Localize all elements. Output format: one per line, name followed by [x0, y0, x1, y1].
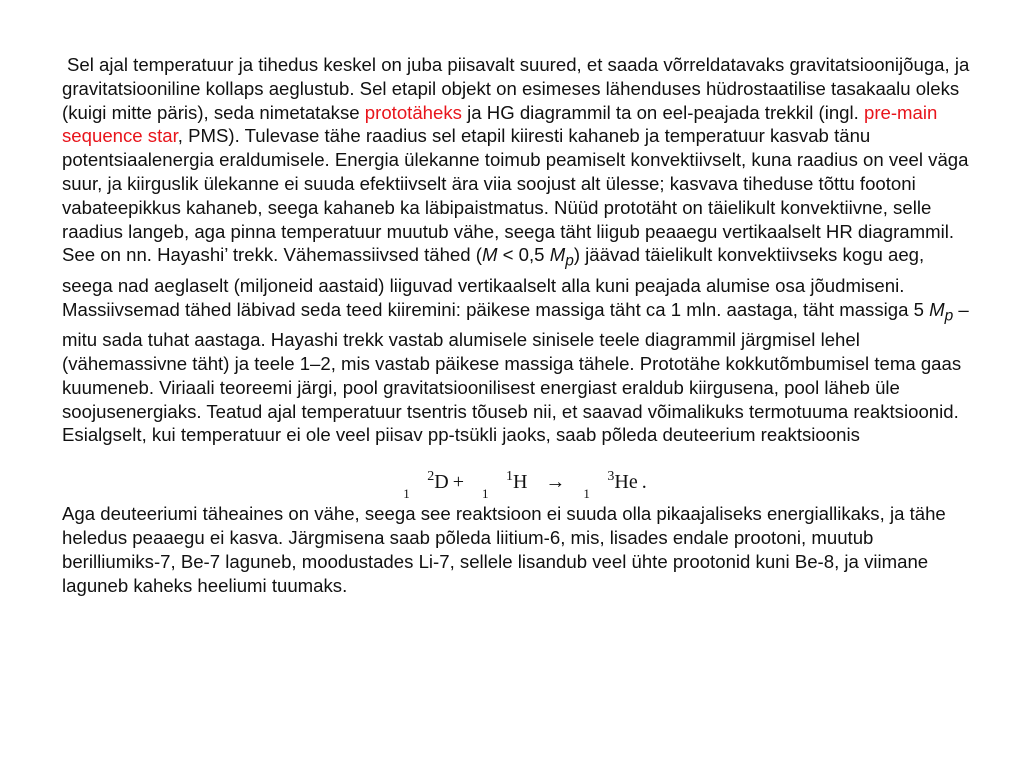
text-run: ) jäävad täielikult konvektiivseks kogu aeg, seega nad aeglaselt (miljoneid aastaid) liiguvad vertikaalselt alla kuni peajada alumise osa jõudmiseni. Massiivsemad tähed läbivad seda teed kiiremini: päikese massiga täht ca 1 mln. aastaga, täht massiga 5 — [62, 244, 930, 320]
atomic-number: 1 — [481, 486, 489, 502]
mass-symbol: M — [481, 244, 498, 266]
term-protostar: prototäheks — [364, 101, 462, 123]
element-symbol: D — [434, 471, 449, 494]
element-symbol: H — [512, 471, 528, 494]
deuterium-nuclide — [403, 467, 449, 502]
deuterium-reaction-equation — [62, 467, 972, 502]
text-run: ja HG diagrammil ta on eel-peajada trekkil (ingl. — [461, 101, 864, 123]
solar-mass-symbol: M — [929, 298, 945, 320]
term-pre-main-sequence: pre-main sequence star — [62, 101, 938, 147]
reaction-arrow: → — [545, 471, 566, 494]
text-run: – mitu sada tuhat aastaga. Hayashi trekk vastab alumisele sinisele teele diagrammil järgmisel lehel (vähemassivne täht) ja teele 1–2, mis vastab päikese massiga tähele. Prototähe kokkutõmbumisel tema gaas kuumeneb. Viriaali teoreemi järgi, pool gravitatsioonilisest energiast eraldub kiirgusena, pool läheb üle soojusenergiaks. Teatud ajal temperatuur tsentris tõuseb nii, et saavad võimalikuks termotuuma reaktsioonid. Esialgselt, kui temperatuur ei ole veel piisav pp-tsükli jaoks, saab põleda deuteerium reaktsioonis — [62, 298, 969, 446]
period: . — [641, 471, 647, 494]
solar-mass-symbol: M — [549, 244, 566, 266]
text-run: , PMS). Tulevase tähe raadius sel etapil kiiresti kahaneb ja temperatuur kasvab tänu potentsiaalenergia eraldumisele. Energia ülekanne toimub peamiselt konvektiivselt, kuna raadius on veel väga suur, ja kiirguslik ülekanne ei suuda efektiivselt ära viia soojust alt ülesse; kasvava tiheduse tõttu footoni vabateepikkus kahaneb, seega kahaneb ka läbipaistmatus. Nüüd prototäht on täielikult konvektiivne, selle raadius langeb, aga pinna temperatuur muutub vähe, seega täht liigub peaaegu vertikaalselt HR diagrammil. See on nn. Hayashi’ trekk. Vähemassiivsed tähed ( — [62, 125, 969, 266]
element-symbol: He — [614, 471, 638, 494]
mass-number: 3 — [607, 469, 615, 485]
paragraph-deuterium: Aga deuteeriumi täheaines on vähe, seega see reaktsioon ei suuda olla pikaajaliseks energiallikaks, ja tähe heledus peaaegu ei kasva. Järgmisena saab põleda liitium-6, mis, lisades endale prootoni, muutub berilliumiks-7, Be-7 laguneb, moodustades Li-7, sellele lisandub veel ühte prootonid kuni Be-8, ja viimane laguneb kaheks heeliumi tuumaks. — [62, 503, 946, 596]
atomic-number: 1 — [583, 486, 590, 502]
slide-content — [62, 53, 972, 597]
hydrogen-nuclide — [481, 467, 528, 502]
helium-nuclide — [583, 467, 638, 502]
paragraph-protostar — [62, 53, 972, 447]
text-run: Sel ajal temperatuur ja tihedus keskel on juba piisavalt suured, et saada võrreldatavaks gravitatsioonijõuga, ja gravitatsiooniline kollaps aeglustub. Sel etapil objekt on esimeses lähenduses hüdrostaatilise tasakaalu oleks (kuigi mitte päris), seda nimetatakse — [62, 54, 970, 123]
mass-number: 2 — [427, 469, 435, 485]
solar-mass-subscript: p — [565, 253, 574, 271]
solar-mass-subscript: p — [944, 307, 954, 325]
mass-number: 1 — [505, 469, 513, 485]
text-run: < 0,5 — [497, 244, 550, 266]
atomic-number: 1 — [403, 486, 410, 502]
plus-sign: + — [452, 471, 464, 494]
